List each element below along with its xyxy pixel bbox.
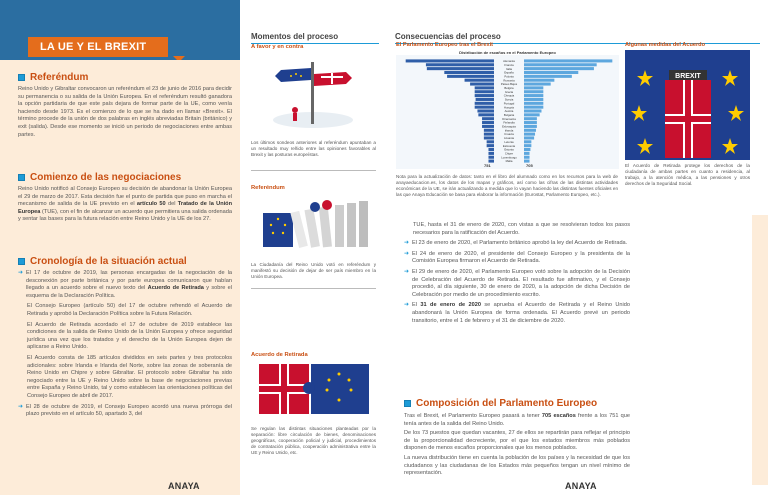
bar-after [524,144,531,147]
paragraph: El Acuerdo de Retirada acordado el 17 de octubre de 2019 establece las condiciones de la salida de Reino Unido de la Unión Europea y ofrece seguridad jurídica una vez que los tratados y el derecho de la Unión Europea dejen de aplicarse a Reino Unido. [27,321,232,351]
bar-after [524,133,535,136]
bar-after [524,148,530,151]
category-label: Dinamarca [502,116,516,121]
arrow-right-icon: ➜ [404,240,410,247]
chart-canvas [396,55,619,169]
bar-before [484,133,494,136]
bar-before [488,156,494,159]
category-label: Bulgaria [503,112,515,117]
bar-after [524,86,543,89]
bar-after [524,67,594,70]
category-label: Finlandia [503,120,515,125]
section-referendum [18,72,232,139]
bar-before [475,90,494,93]
bar-after [524,79,554,82]
section-heading: Consecuencias del proceso [395,32,760,44]
section-title: Comienzo de las negociaciones [30,172,182,183]
bar-after [524,102,543,105]
category-label: Alemania [503,59,515,64]
category-label: Austria [504,109,514,114]
total-before: 751 [484,163,491,168]
bar-after [524,109,541,112]
list-item: ➜ El 24 de enero de 2020, el presidente del Consejo Europeo y la presidenta de la Comisión Europea firmaron el Acuerdo de Retirada. [404,250,630,265]
bar-before [475,106,494,109]
divider [251,170,376,171]
bar-after [524,140,531,143]
bar-after [524,63,597,66]
category-label: Grecia [504,89,514,94]
bar-after [524,125,537,128]
bar-before [482,117,494,120]
paragraph: De los 73 puestos que quedan vacantes, 27 de ellos se repartirán para reflejar el principio de la proporcionalidad decreciente, por el que los estados miembros más poblados disponen de menos escaños proporcionales que los menos poblados. [404,430,630,452]
image-subtitle: A favor y en contra [251,44,304,50]
bar-before [477,109,494,112]
category-label: Croacia [504,132,514,137]
bar-before [476,98,494,101]
category-label: Irlanda [504,128,514,133]
square-bullet-icon [18,74,25,81]
side-panel-edge [752,215,768,485]
bar-after [524,71,578,74]
section-title: Cronología de la situación actual [30,256,187,267]
category-label: Rumanía [503,78,515,83]
bar-after [524,83,551,86]
bar-before [406,59,494,62]
bar-before [426,63,494,66]
divider [251,288,376,289]
category-label: Malta [505,159,513,164]
bar-before [484,129,494,132]
category-label: Países Bajos [500,82,518,87]
list-item: ➜ El 28 de octubre de 2019, el Consejo Europeo acordó una nueva prórroga del plazo previsto en el artículo 50, apartado 3, del [18,403,232,418]
bar-after [524,106,543,109]
paragraph: TUE, hasta el 31 de enero de 2020, con vistas a que se resolvieran todos los pasos necesarios para la ratificación del Acuerdo. [413,222,630,236]
total-after: 705 [526,163,533,168]
category-label: Lituania [504,136,514,141]
paragraph: El Acuerdo consta de 185 artículos divididos en seis partes y tres protocolos adicionales: sobre Irlanda e Irlanda del Norte, sobre las zonas de soberanía de Reino Unido en Chipre y sobre Gibraltar. El protocolo sobre Gibraltar ha sido negociado entre la UE y Reino Unido sobre la base de negociaciones previas entre España y Reino Unido, tal y como establecen las orientaciones políticas del Consejo Europeo de abril de 2017. [27,354,232,399]
brexit-door-illustration [625,50,750,160]
arrow-right-icon: ➜ [18,403,24,410]
chart-subtitle: El Parlamento Europeo tras el Brexit [396,42,493,48]
bar-after [524,156,530,159]
bar-before [482,121,494,124]
section-title: Referéndum [30,72,89,83]
image-caption: El Acuerdo de Retirada protege los derechos de la ciudadanía de ambas partes en cuanto a residencia, al trabajo, a la atención médica, a las pensiones y otros derechos de la Seguridad Social. [625,163,750,186]
paragraph: La nueva distribución tiene en cuenta la población de los países y la necesidad de que los ciudadanos y las ciudadanas de los Estados más pequeños tengan un nivel mínimo de representación. [404,454,630,477]
list-item: ➜ El 17 de octubre de 2019, las personas encargadas de la negociación de la desconexión por parte británica y por parte europea comunicaron que habían llegado a un acuerdo sobre el nuevo texto del Acuerdo de Retirada y sobre el esquema de la Declaración Política. [18,270,232,299]
section-text: Reino Unido notificó al Consejo Europeo su decisión de abandonar la Unión Europea el 29 de marzo de 2017. Esta decisión fue el punto de partida que puso en marcha el mecanismo de salida de la UE previsto en el artículo 50 del Tratado de la Unión Europea (TUE), con el fin de alcanzar un acuerdo que permitiera una salida ordenada y sentar las bases para la futura relación entre Reino Unido y la UE de los 27. [18,186,233,223]
publisher-logo: ANAYA [565,481,597,491]
bar-before [482,125,494,128]
bar-before [447,75,494,78]
bar-after [524,117,537,120]
image-subtitle: Acuerdo de Retirada [251,352,308,358]
arrow-right-icon: ➜ [404,268,410,275]
bar-after [524,152,530,155]
section-cronologia [18,256,232,422]
section-title: Composición del Parlamento Europeo [416,398,598,409]
category-label: Eslovaquia [502,124,516,129]
bar-before [465,79,494,82]
bar-before [475,102,494,105]
bar-after [524,136,534,139]
category-label: Hungría [504,105,514,110]
update-note: Nota para la actualización de datos: tanto en el libro del alumnado como en los recursos para la web de anayaeducacion.es, los datos de los mapas y gráficos, así como las cifras de las distintas actividades económicas de la UE, se irán actualizando a medida que lo vayan haciendo las distintas fuentes oficiales en las que Anaya Educación se basa para elaborar la información (Eurostat, Parlamento Europeo, etc.). [396,174,618,197]
publisher-logo: ANAYA [168,481,200,491]
image-caption: La Ciudadanía del Reino Unido votó en referéndum y manifestó su decisión de dejar de ser país miembro en la Unión Europea. [251,262,376,279]
paragraph: Tras el Brexit, el Parlamento Europeo pasará a tener 705 escaños frente a los 751 que tenía antes de la salida del Reino Unido. [404,413,630,427]
list-item: ➜ El 29 de enero de 2020, el Parlamento Europeo votó sobre la adopción de la Decisión de Celebración del Acuerdo de Retirada. El resultado fue afirmativo, y el Consejo procedió, al día siguiente, 30 de enero de 2020, a la adopción de dicha Decisión de Celebración por medio de un procedimiento escrito. [404,268,630,298]
bar-before [478,113,494,116]
category-label: Portugal [503,101,515,106]
bar-before [487,140,494,143]
category-label: Estonia [504,147,514,152]
category-label: Letonia [504,139,514,144]
category-label: Chequia [503,93,515,98]
category-label: Luxemburgo [501,155,517,160]
image-caption: Se regulan las distintas situaciones planteadas por la separación: libre circulación de bienes, denominaciones geográficas, cooperación policial y judicial, procedimientos de contratación pública, cooperación administrativa entre la UE y Reino Unido, etc. [251,426,376,455]
bar-before [488,148,494,151]
square-bullet-icon [404,400,411,407]
list-item: ➜ El 23 de enero de 2020, el Parlamento británico aprobó la ley del Acuerdo de Retirada. [404,240,628,247]
bar-after [524,121,537,124]
bar-after [524,98,543,101]
image-subtitle: Algunas medidas del Acuerdo [625,42,705,48]
square-bullet-icon [18,174,25,181]
list-item: ➜ El 31 de enero de 2020 se aprueba el Acuerdo de Retirada y el Reino Unido abandonará la Unión Europea de forma ordenada. El Acuerdo prevé un periodo transitorio, entre el 1 de febrero y el 31 de diciembre de 2020. [404,302,630,324]
bar-after [524,129,536,132]
square-bullet-icon [18,258,25,265]
category-label: Bélgica [504,86,514,91]
bar-before [444,71,494,74]
category-label: Italia [506,66,512,71]
bar-after [524,113,540,116]
seats-chart [396,50,619,170]
bar-before [427,67,494,70]
category-label: Chipre [504,151,514,156]
image-caption: Los últimos sondeos anteriores al referéndum apuntaban a un resultado muy reñido entre las opiniones favorables al Brexit y las posturas europeístas. [251,140,376,157]
bar-before [475,94,494,97]
arrow-right-icon: ➜ [404,302,410,309]
bar-before [487,144,494,147]
category-label: España [504,70,514,75]
bar-after [524,94,543,97]
image-subtitle: Referéndum [251,185,285,191]
chart-title: Distribución de escaños en el Parlamento Europeo [459,50,556,55]
arrow-right-icon: ➜ [18,270,24,276]
category-label: Eslovenia [502,143,516,148]
signpost-illustration [251,52,376,134]
paragraph: El Consejo Europeo (artículo 50) del 17 de octubre refrendó el Acuerdo de Retirada y aprobó la Declaración Política sobre la Futura Relación. [27,303,232,317]
chronology-continued [404,222,630,328]
section-negociaciones [18,172,232,224]
bar-before [484,136,494,139]
section-heading: Momentos del proceso [251,32,379,44]
door-sign-label: BREXIT [675,73,701,80]
dominoes-illustration [251,193,376,255]
category-label: Suecia [504,97,514,102]
bar-after [524,59,612,62]
category-label: Francia [504,62,514,67]
bar-after [524,90,543,93]
bar-before [475,86,494,89]
bar-before [488,152,494,155]
arrow-right-icon: ➜ [404,250,410,257]
category-label: Polonia [504,74,514,79]
bar-after [524,75,572,78]
section-text: Reino Unido y Gibraltar convocaron un referéndum el 23 de junio de 2016 para decidir su permanencia o su salida de la Unión Europea. En el referéndum resultó ganadora la opción partidaria de que este país dejara de formar parte de la UE, como venía haciendo desde 1973. Es el comienzo de lo que se ha dado en llamar «Brexit». El término procede de la unión de dos palabras en inglés abreviadas Britain (británico) y exit (salida). Desde ese momento se inició un periodo de negociaciones entre ambas partes. [18,86,232,138]
bar-before [470,83,494,86]
page-title: LA UE Y EL BREXIT [28,37,168,57]
section-composicion [404,398,630,480]
puzzle-illustration [251,360,376,420]
